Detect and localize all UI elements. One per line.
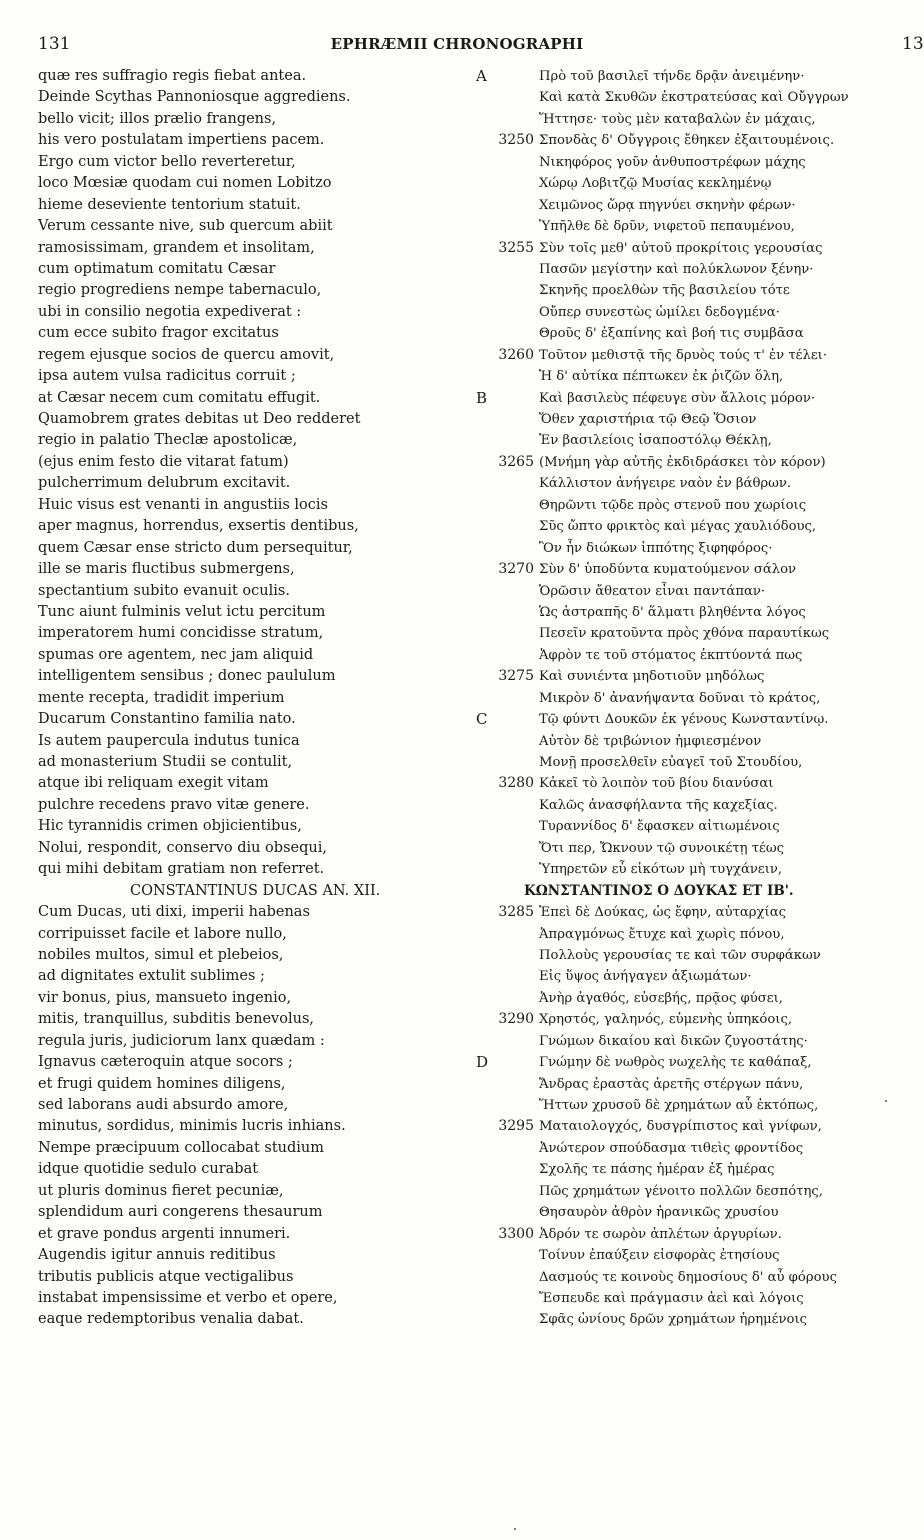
latin-line: et frugi quidem homines diligens,	[38, 1075, 286, 1092]
greek-verse-text: Δασμούς τε κοινοὺς δημοσίους δ' αὖ φόρους	[539, 1269, 837, 1285]
greek-verse-text: Ὑπηρετῶν εὖ εἰκότων μὴ τυγχάνειν,	[539, 862, 783, 878]
latin-line: nobiles multos, simul et plebeios,	[38, 946, 284, 963]
greek-verse-row	[476, 602, 912, 623]
greek-verse-row	[476, 238, 912, 259]
greek-verse-row	[476, 1009, 912, 1030]
latin-line: et grave pondus argenti innumeri.	[38, 1225, 291, 1242]
greek-verse-text: Ὑπῆλθε δὲ δρῦν, νιφετοῦ πεπαυμένου,	[539, 219, 795, 235]
latin-line: his vero postulatam impertiens pacem.	[38, 132, 325, 149]
latin-line: regio progrediens nempe tabernaculo,	[38, 282, 322, 299]
greek-verse-row	[476, 1095, 912, 1116]
verse-line-number: 3270	[498, 561, 534, 578]
latin-line: at Cæsar necem cum comitatu effugit.	[38, 389, 321, 406]
greek-verse-text: Κάλλιστον ἀνήγειρε ναὸν ἐν βάθρων.	[539, 476, 792, 492]
greek-verse-text: Πεσεῖν κρατοῦντα πρὸς χθόνα παραυτίκως	[539, 626, 830, 642]
section-marker: D	[476, 1053, 489, 1072]
latin-line: ramosissimam, grandem et insolitam,	[38, 239, 315, 256]
greek-verse-text: Ἀδρόν τε σωρὸν ἀπλέτων ἀργυρίων.	[539, 1226, 782, 1242]
greek-verse-row	[476, 623, 912, 644]
greek-verse-text: Ἡ δ' αὐτίκα πέπτωκεν ἐκ ῥιζῶν ὅλη,	[539, 369, 784, 385]
latin-line: cum ecce subito fragor excitatus	[38, 325, 279, 342]
greek-verse-text: Θροῦς δ' ἐξαπίνης καὶ βοή τις συμβᾶσα	[539, 326, 804, 342]
latin-line: ubi in consilio negotia expediverat :	[38, 303, 302, 320]
greek-verse-row	[476, 1181, 912, 1202]
greek-verse-text: Ἀνὴρ ἀγαθός, εὐσεβής, πρᾷος φύσει,	[539, 990, 783, 1006]
greek-verse-row	[476, 173, 912, 194]
greek-verse-row	[476, 538, 912, 559]
latin-line: spumas ore agentem, nec jam aliquid	[38, 646, 314, 663]
greek-verse-text: Σκηνῆς προελθὼν τῆς βασιλείου τότε	[539, 283, 790, 299]
verse-line-number: 3275	[498, 668, 534, 685]
greek-verse-row	[476, 924, 912, 945]
verse-line-number: 3260	[498, 346, 534, 363]
greek-verse-row	[476, 559, 912, 580]
latin-line: instabat impensissime et verbo et opere,	[38, 1289, 338, 1306]
greek-verse-row	[476, 1138, 912, 1159]
latin-line: qui mihi debitam gratiam non referret.	[38, 861, 325, 878]
running-title: EPHRÆMII CHRONOGRAPHI	[330, 35, 584, 53]
greek-verse-text: Χειμῶνος ὥρᾳ πηγνύει σκηνὴν φέρων·	[539, 197, 796, 213]
greek-verse-row	[476, 666, 912, 687]
greek-verse-row	[476, 945, 912, 966]
greek-verse-text: Ἄνδρας ἐραστὰς ἀρετῆς στέργων πάνυ,	[539, 1076, 804, 1092]
greek-text-column	[476, 66, 912, 1331]
greek-verse-text: Καὶ συνιέντα μηδοτιοῦν μηδόλως	[539, 669, 765, 685]
latin-line: loco Mœsiæ quodam cui nomen Lobitzo	[38, 175, 332, 192]
greek-section-heading: ΚΩΝΣΤΑΝΤΙΝΟΣ Ο ΔΟΥΚΑΣ ΕΤ ΙΒ'.	[524, 882, 794, 899]
greek-verse-text: Πολλοὺς γερουσίας τε καὶ τῶν συρφάκων	[539, 947, 821, 963]
greek-verse-row	[476, 773, 912, 794]
greek-verse-text: Οὔπερ συνεστὼς ὡμίλει δεδογμένα·	[539, 304, 780, 320]
greek-verse-row	[476, 280, 912, 301]
greek-verse-row	[476, 581, 912, 602]
verse-line-number: 3255	[498, 239, 534, 256]
latin-line: Nempe præcipuum collocabat studium	[38, 1139, 325, 1156]
greek-verse-text: Θησαυρὸν ἀθρὸν ἠρανικῶς χρυσίου	[539, 1205, 779, 1221]
greek-verse-text: Ματαιολογχός, δυσγρίπιστος καὶ γνίφων,	[539, 1119, 822, 1135]
greek-verse-row	[476, 1245, 912, 1266]
greek-verse-text: Μικρὸν δ' ἀνανήψαντα δοῦναι τὸ κράτος,	[539, 690, 821, 706]
greek-verse-row	[476, 259, 912, 280]
latin-line: splendidum auri congerens thesaurum	[38, 1204, 323, 1221]
verse-line-number: 3265	[498, 453, 534, 470]
greek-verse-row	[476, 645, 912, 666]
greek-verse-text: Τυραννίδος δ' ἔφασκεν αἰτιωμένοις	[539, 819, 780, 835]
section-marker: B	[476, 388, 488, 407]
greek-verse-text: Εἰς ὕψος ἀνήγαγεν ἀξιωμάτων·	[539, 969, 752, 985]
greek-verse-row	[476, 130, 912, 151]
latin-line: Is autem paupercula indutus tunica	[38, 732, 300, 749]
greek-verse-text: Ὡς ἀστραπῆς δ' ἅλματι βληθέντα λόγος	[539, 604, 806, 620]
greek-verse-row	[476, 795, 912, 816]
greek-verse-text: Καλῶς ἀνασφήλαντα τῆς καχεξίας.	[539, 797, 778, 813]
greek-verse-text: Χώρῳ Λοβιτζῷ Μυσίας κεκλημένῳ	[539, 176, 772, 192]
page-number-left: 131	[38, 34, 71, 54]
greek-verse-row	[476, 816, 912, 837]
latin-line: Verum cessante nive, sub quercum abiit	[38, 218, 333, 235]
greek-verse-text: Σχολῆς τε πάσης ἡμέραν ἐξ ἡμέρας	[539, 1162, 775, 1178]
greek-verse-text: Ὅθεν χαριστήρια τῷ Θεῷ Ὅσιον	[539, 412, 757, 427]
latin-line: Huic visus est venanti in angustiis locis	[38, 496, 328, 513]
latin-line: ille se maris fluctibus submergens,	[38, 561, 295, 578]
greek-verse-row	[476, 731, 912, 752]
latin-line: Augendis igitur annuis reditibus	[38, 1247, 276, 1264]
greek-verse-text: Τοῦτον μεθιστᾷ τῆς δρυὸς τούς τ' ἐν τέλει·	[539, 347, 828, 363]
latin-line: Tunc aiunt fulminis velut ictu percitum	[38, 603, 326, 620]
latin-line: ipsa autem vulsa radicitus corruit ;	[38, 368, 296, 385]
latin-line: corripuisset facile et labore nullo,	[38, 925, 287, 942]
scan-speck	[514, 1528, 516, 1530]
greek-verse-text: Σῦς ὤπτο φρικτὸς καὶ μέγας χαυλιόδους,	[539, 519, 817, 535]
latin-line: spectantium subito evanuit oculis.	[38, 582, 290, 599]
greek-verse-row	[476, 388, 912, 409]
latin-line: minutus, sordidus, minimis lucris inhians.	[38, 1118, 346, 1135]
greek-verse-text: Τῷ φύντι Δουκῶν ἐκ γένους Κωνσταντίνῳ.	[539, 712, 829, 728]
greek-verse-text: Κἀκεῖ τὸ λοιπὸν τοῦ βίου διανύσαι	[539, 776, 774, 792]
latin-line: (ejus enim festo die vitarat fatum)	[38, 453, 289, 470]
latin-line: ad monasterium Studii se contulit,	[38, 754, 293, 770]
verse-line-number: 3300	[498, 1225, 534, 1242]
greek-verse-row	[476, 752, 912, 773]
verse-line-number: 3290	[498, 1011, 534, 1028]
latin-line: Quamobrem grates debitas ut Deo redderet	[38, 411, 361, 427]
greek-verse-text: Χρηστός, γαληνός, εὐμενὴς ὑπηκόοις,	[539, 1012, 793, 1028]
latin-line: tributis publicis atque vectigalibus	[38, 1268, 294, 1285]
greek-verse-text: (Μνήμη γὰρ αὐτῆς ἐκδιδράσκει τὸν κόρον)	[539, 454, 826, 470]
greek-verse-row	[476, 495, 912, 516]
greek-verse-text: Ὃν ἦν διώκων ἱππότης ξιφηφόρος·	[539, 540, 773, 556]
greek-verse-row	[476, 859, 912, 880]
greek-verse-row	[476, 66, 912, 87]
scan-speck	[885, 1100, 887, 1102]
latin-line: cum optimatum comitatu Cæsar	[38, 260, 276, 277]
section-marker: A	[476, 67, 487, 85]
greek-verse-row	[476, 345, 912, 366]
greek-verse-text: Θηρῶντι τῷδε πρὸς στενοῦ που χωρίοις	[539, 497, 807, 513]
verse-line-number: 3250	[498, 132, 534, 149]
latin-line: pulcherrimum delubrum excitavit.	[38, 475, 291, 492]
greek-verse-text: Καὶ κατὰ Σκυθῶν ἐκστρατεύσας καὶ Οὔγγρων	[539, 90, 849, 106]
verse-line-number: 3280	[498, 775, 534, 792]
greek-verse-row	[476, 1224, 912, 1245]
greek-verse-text: Γνώμων δικαίου καὶ δικῶν ζυγοστάτης·	[539, 1033, 808, 1049]
greek-verse-text: Ἥττησε· τοὺς μὲν καταβαλὼν ἐν μάχαις,	[539, 111, 816, 127]
latin-line: aper magnus, horrendus, exsertis dentibus,	[38, 518, 359, 535]
greek-verse-text: Νικηφόρος γοῦν ἀνθυποστρέφων μάχης	[539, 154, 806, 170]
latin-line: regem ejusque socios de quercu amovit,	[38, 346, 335, 363]
latin-line: hieme deseviente tentorium statuit.	[38, 196, 301, 213]
greek-verse-text: Πασῶν μεγίστην καὶ πολύκλωνον ξένην·	[539, 261, 814, 277]
verse-line-number: 3285	[498, 904, 534, 921]
greek-verse-row	[476, 1202, 912, 1223]
greek-verse-row	[476, 1074, 912, 1095]
latin-line: pulchre recedens pravo vitæ genere.	[38, 796, 310, 813]
greek-verse-row	[476, 473, 912, 494]
greek-verse-row	[476, 87, 912, 108]
greek-verse-row	[476, 1031, 912, 1052]
latin-line: regula juris, judiciorum lanx quædam :	[38, 1032, 325, 1049]
greek-verse-row	[476, 452, 912, 473]
greek-verse-text: Πρὸ τοῦ βασιλεῖ τήνδε δρᾷν ἀνειμένην·	[539, 69, 805, 84]
greek-verse-text: Ὅτι περ, Ὤκνουν τῷ συνοικέτῃ τέως	[539, 840, 785, 856]
greek-verse-text: Πῶς χρημάτων γένοιτο πολλῶν δεσπότης,	[539, 1183, 823, 1199]
latin-section-heading: CONSTANTINUS DUCAS AN. XII.	[130, 882, 381, 899]
greek-verse-text: Μονῇ προσελθεῖν εὐαγεῖ τοῦ Στουδίου,	[539, 755, 803, 770]
greek-verse-row	[476, 195, 912, 216]
latin-line: Ducarum Constantino familia nato.	[38, 711, 296, 728]
greek-verse-text: Ὁρῶσιν ἄθεατον εἶναι παντάπαν·	[539, 583, 766, 599]
latin-line: Ergo cum victor bello reverteretur,	[38, 153, 296, 170]
latin-line: idque quotidie sedulo curabat	[38, 1161, 259, 1178]
latin-line: quem Cæsar ense stricto dum persequitur,	[38, 539, 353, 556]
greek-verse-text: Σπονδὰς δ' Οὔγγροις ἔθηκεν ἐξαιτουμένοις.	[539, 133, 835, 149]
latin-line: intelligentem sensibus ; donec paululum	[38, 668, 336, 685]
greek-verse-row	[476, 1309, 912, 1330]
latin-line: Hic tyrannidis crimen objicientibus,	[38, 818, 302, 835]
greek-verse-text: Σὺν δ' ὑποδύντα κυματούμενον σάλον	[539, 562, 797, 578]
greek-verse-text: Ἥττων χρυσοῦ δὲ χρημάτων αὖ ἐκτόπως,	[539, 1098, 819, 1113]
greek-verse-text: Σὺν τοῖς μεθ' αὐτοῦ προκρίτοις γερουσίας	[539, 240, 823, 256]
latin-line: sed laborans audi absurdo amore,	[38, 1097, 289, 1113]
greek-verse-row	[476, 109, 912, 130]
latin-line: Nolui, respondit, conservo diu obsequi,	[38, 839, 327, 856]
greek-verse-row	[476, 1159, 912, 1180]
greek-verse-row	[476, 152, 912, 173]
greek-verse-text: Αὐτὸν δὲ τριβώνιον ἠμφιεσμένον	[539, 733, 762, 749]
latin-line: vir bonus, pius, mansueto ingenio,	[38, 989, 292, 1006]
latin-translation-column	[38, 66, 458, 1331]
greek-verse-row	[476, 988, 912, 1009]
greek-verse-row	[476, 302, 912, 323]
latin-line: quæ res suffragio regis fiebat antea.	[38, 68, 307, 84]
greek-verse-row	[476, 409, 912, 430]
latin-line: imperatorem humi concidisse stratum,	[38, 625, 324, 642]
latin-line: mente recepta, tradidit imperium	[38, 689, 285, 706]
latin-line: ut pluris dominus fieret pecuniæ,	[38, 1182, 284, 1199]
greek-verse-row	[476, 323, 912, 344]
latin-line: Deinde Scythas Pannoniosque aggrediens.	[38, 89, 351, 106]
greek-verse-row	[476, 1267, 912, 1288]
section-marker: C	[476, 710, 488, 729]
latin-line: Ignavus cæteroquin atque socors ;	[38, 1054, 293, 1071]
greek-verse-row	[476, 1288, 912, 1309]
latin-line: bello vicit; illos prælio frangens,	[38, 110, 277, 127]
greek-verse-row	[476, 838, 912, 859]
greek-verse-text: Γνώμην δὲ νωθρὸς νωχελὴς τε καθάπαξ,	[539, 1055, 812, 1071]
latin-line: regio in palatio Theclæ apostolicæ,	[38, 432, 298, 449]
greek-verse-row	[476, 902, 912, 923]
greek-verse-text: Ἐν βασιλείοις ἰσαποστόλῳ Θέκλῃ,	[539, 433, 772, 449]
latin-line: atque ibi reliquam exegit vitam	[38, 775, 269, 792]
greek-verse-row	[476, 1052, 912, 1073]
verse-line-number: 3295	[498, 1118, 534, 1135]
greek-verse-text: Ἐπεὶ δὲ Δούκας, ὡς ἔφην, αὐταρχίας	[539, 905, 786, 921]
latin-line: eaque redemptoribus venalia dabat.	[38, 1311, 304, 1328]
greek-verse-text: Τοίνυν ἐπαύξειν εἰσφορὰς ἐτησίους	[539, 1248, 780, 1264]
greek-verse-row	[476, 688, 912, 709]
greek-verse-row	[476, 366, 912, 387]
latin-line: ad dignitates extulit sublimes ;	[38, 968, 265, 985]
greek-verse-text: Καὶ βασιλεὺς πέφευγε σὺν ἄλλοις μόρον·	[539, 390, 816, 406]
greek-verse-text: Σφᾶς ὠνίους δρῶν χρημάτων ἠρημένοις	[539, 1312, 808, 1328]
greek-verse-row	[476, 709, 912, 730]
page-header	[0, 34, 924, 58]
greek-verse-text: Ἀπραγμόνως ἔτυχε καὶ χωρὶς πόνου,	[539, 926, 785, 942]
latin-line: mitis, tranquillus, subditis benevolus,	[38, 1011, 315, 1028]
greek-verse-text: Ἔσπευδε καὶ πράγμασιν ἀεὶ καὶ λόγοις	[539, 1290, 804, 1306]
page-number-right: 13	[902, 34, 924, 54]
latin-line: Cum Ducas, uti dixi, imperii habenas	[38, 904, 310, 921]
greek-verse-text: Ἀφρὸν τε τοῦ στόματος ἐκπτύοντά πως	[539, 647, 803, 663]
greek-verse-row	[476, 430, 912, 451]
greek-verse-row	[476, 216, 912, 237]
greek-verse-row	[476, 1116, 912, 1137]
greek-verse-row	[476, 881, 912, 902]
greek-verse-row	[476, 516, 912, 537]
greek-verse-row	[476, 966, 912, 987]
greek-verse-text: Ἀνώτερον σπούδασμα τιθεὶς φροντίδος	[539, 1140, 804, 1156]
